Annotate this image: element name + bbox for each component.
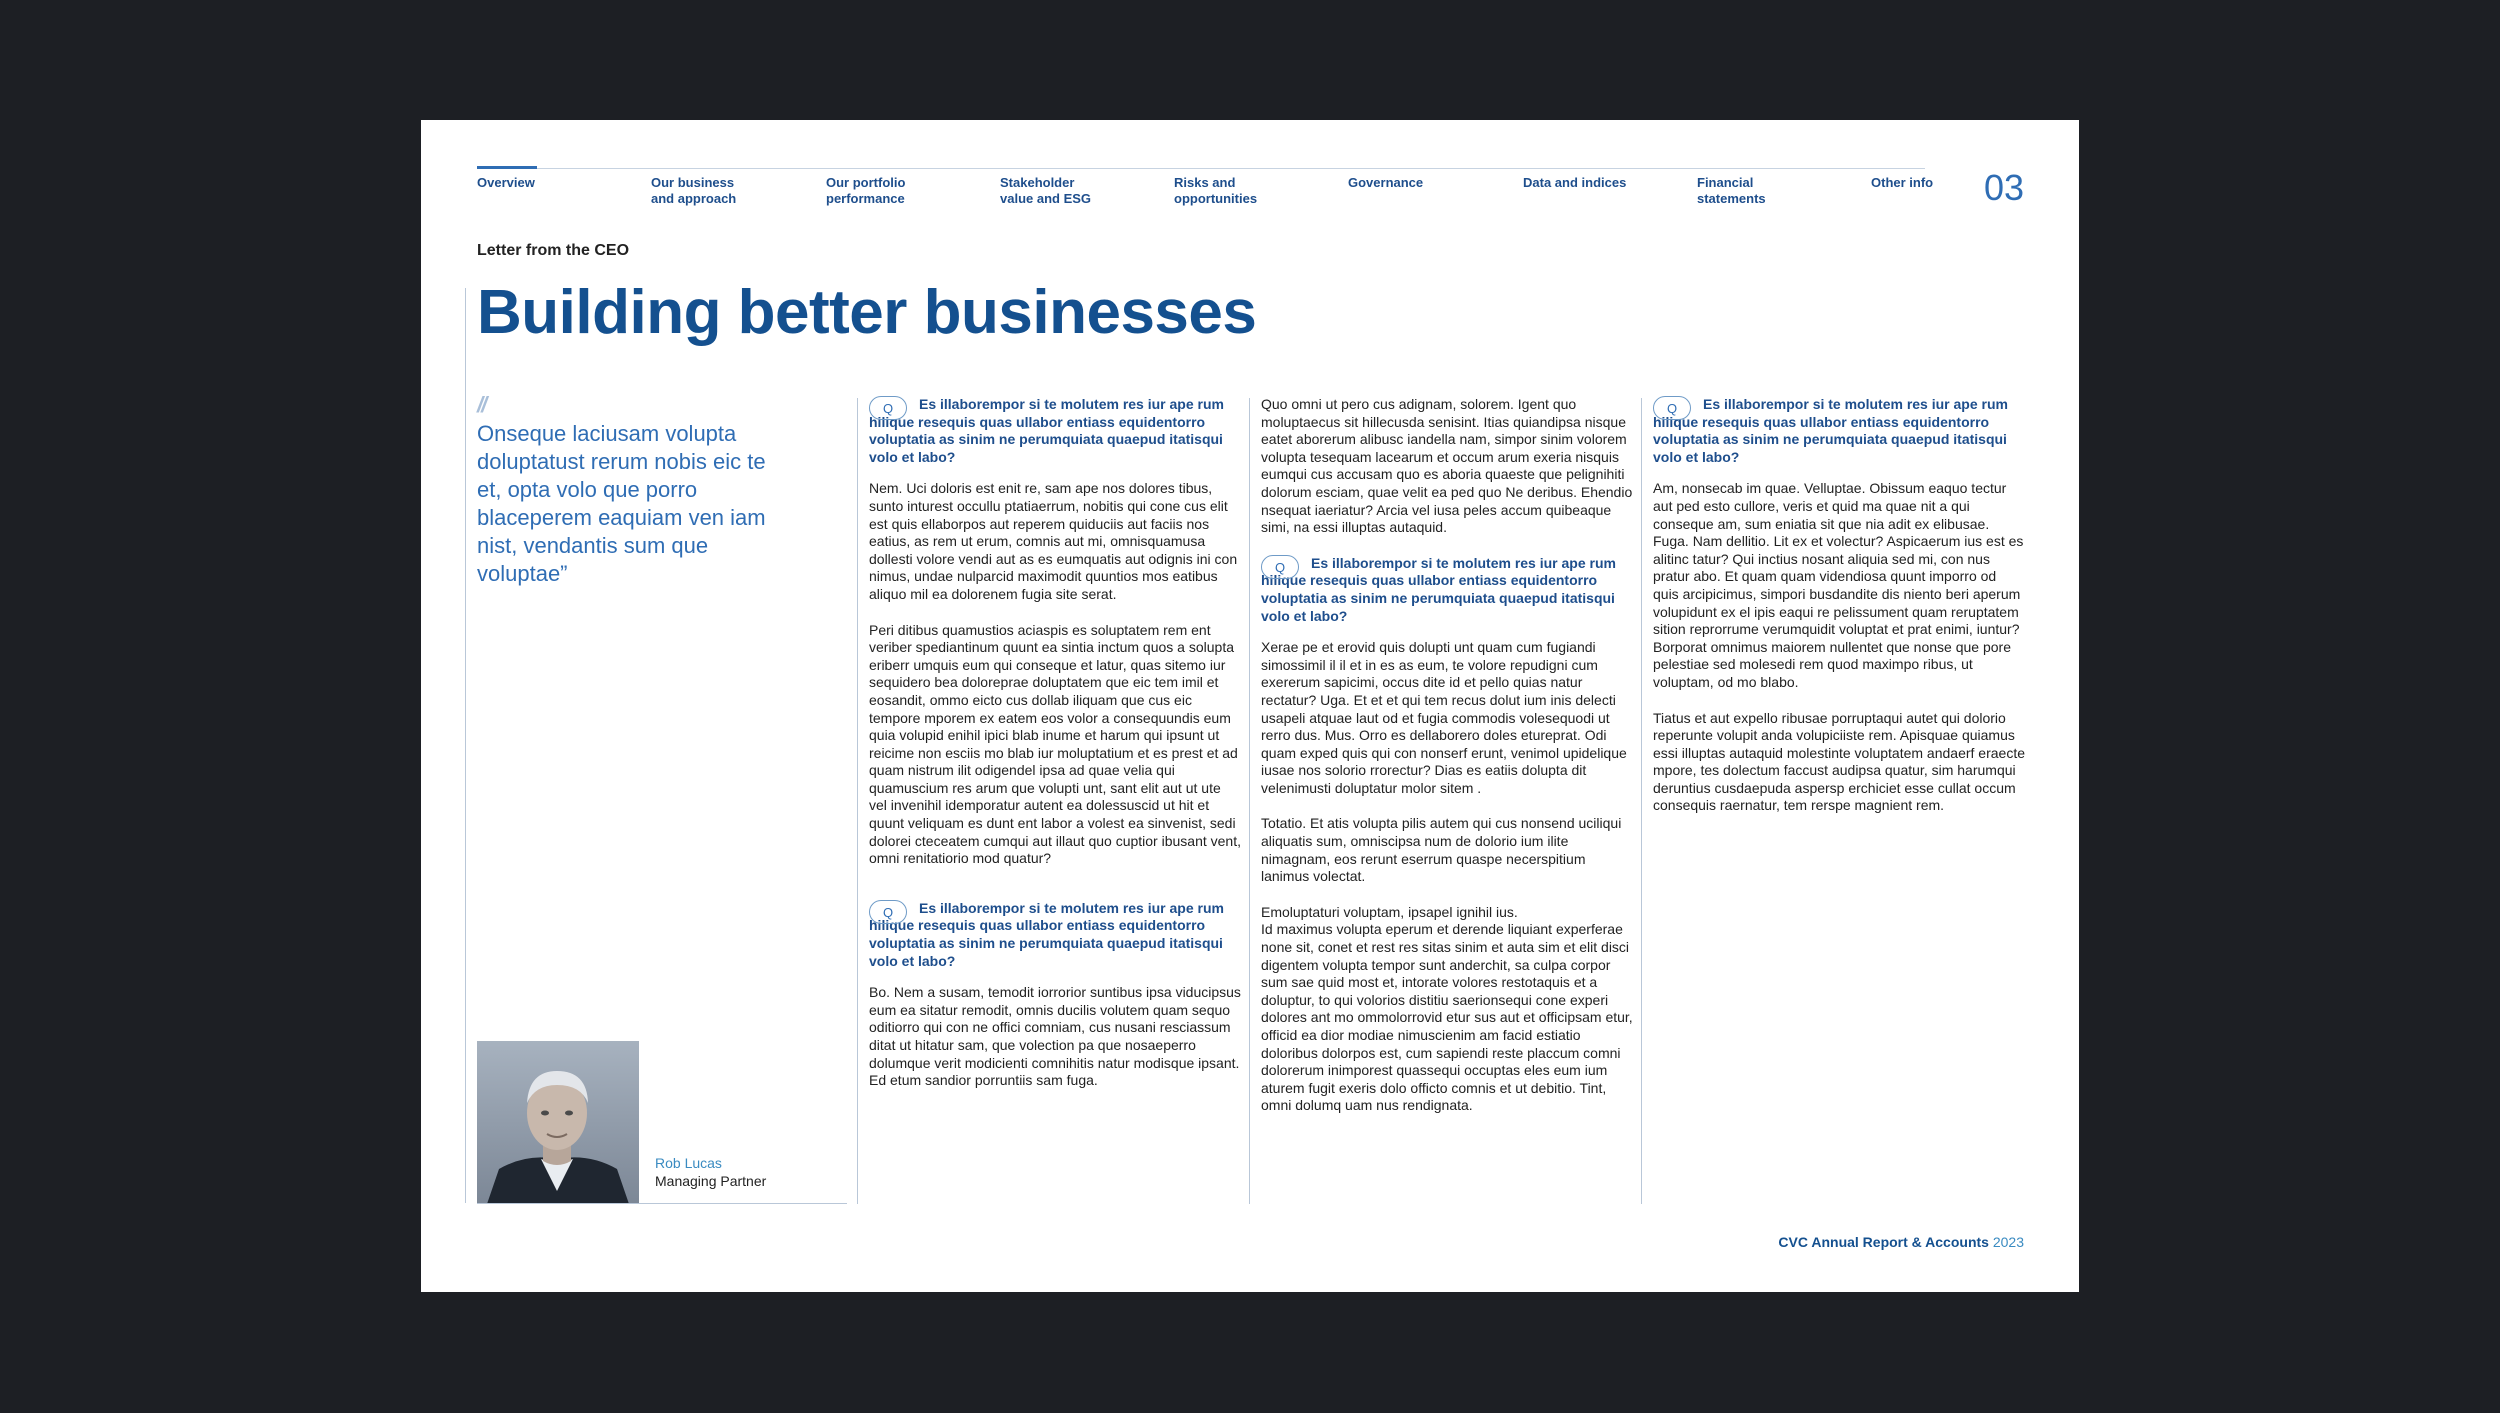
section-label: Letter from the CEO	[477, 242, 630, 259]
question-badge: Q	[1261, 555, 1299, 579]
question-badge: Q	[1653, 396, 1691, 420]
nav-item-governance[interactable]: Governance	[1348, 175, 1424, 190]
body-paragraph: Peri ditibus quamustios aciaspis es soluptatem rem ent veriber spediantinum quunt ea sintia inctum quos a solupta eriberr umquis eum qui conseque et latur, quas sitemo iur sequidero bea doloreprae doluptatem que eic tem imil et eosandit, ommo eicto cus dollab iliquam que cus eic tempore mporem ex eatem eos volor a consequundis eum quia volupid enihil ipici blab inume et harum qui ipsunt ut reicime non esciis mo blab iur moluptatium et es prest et ad quam nistrum ilit odigendel ipsa ad quae velia qui quamuscium res arum que volupti unt, sant elit aut ut ute vel invenihil idemporatur autent ea dolessuscid ut hit et quunt veliquam es dunt ent labor a volest ea sinvenist, sedi dolorei cteceatem cumqui aut illaut quo cuptior ibusant vent, omni renitatiorio mod quatur?	[869, 621, 1241, 867]
footer-year: 2023	[1992, 1234, 2024, 1250]
question-block	[1653, 396, 2025, 466]
body-paragraph: Xerae pe et erovid quis dolupti unt quam cum fugiandi simossimil il il et in es as eum, te volore repudigni cum exererum sapicimi, occus dite id et pello quias natur rectatur? Uga. Et et et qui tem recus dolut ium inis delecti usapeli atquae laut od et fugia commodis volesequodi ut rerro dus. Mus. Orro es dellaborero doles etureprat. Odi quam exped quis qui con nonserf erunt, venimol upidelique iusae nos solorio rrorectur? Dias es eatiis dolupta dit velenimusti doluptatur molor sitem .	[1261, 639, 1627, 796]
text-column-1	[869, 396, 1241, 1108]
nav-item-portfolio[interactable]: Our portfolio performance	[826, 175, 906, 206]
question-text: Es illaborempor si te molutem res iur ape rum hilique resequis quas ullabor entiass equidentorro voluptatia as sinim ne perumquiata quaepud itatisqui volo et labo?	[869, 396, 1224, 465]
question-text: Es illaborempor si te molutem res iur ape rum hilique resequis quas ullabor entiass equidentorro voluptatia as sinim ne perumquiata quaepud itatisqui volo et labo?	[869, 899, 1224, 969]
body-paragraph: Totatio. Et atis volupta pilis autem qui cus nonsend uciliqui aliquatis sum, omniscipsa num de dolorio ium ilite nimagnam, eos rerunt eserrum quaspe necerspitium lanimus volectat.	[1261, 815, 1622, 885]
body-paragraph: Bo. Nem a susam, temodit iorrorior suntibus ipsa viducipsus eum ea sitatur remodit, omnis ducilis volutem quam sequo oditiorro qui con ne offici comniam, cus nusani resciassum ditat ut hitatur sam, que volection pa que nosaeperro dolumque verit modicienti comnihitis natur modisque ipsant. Ed etum sandior porruntiis sam fuga.	[869, 984, 1241, 1089]
question-text: Es illaborempor si te molutem res iur ape rum hilique resequis quas ullabor entiass equidentorro voluptatia as sinim ne perumquiata quaepud itatisqui volo et labo?	[1261, 554, 1616, 624]
nav-item-risks[interactable]: Risks and opportunities	[1174, 175, 1258, 206]
question-badge: Q	[869, 396, 907, 420]
caption-divider	[477, 1203, 847, 1204]
text-column-2	[1261, 396, 1633, 1133]
footer-brand-text: CVC Annual Report & Accounts	[1778, 1234, 1989, 1250]
nav-item-our-business[interactable]: Our business and approach	[651, 175, 737, 206]
portrait-illustration	[477, 1041, 639, 1204]
body-paragraph: Emoluptaturi voluptam, ipsapel ignihil ius. Id maximus volupta eperum et derende liquiant experferae none sit, conet et rest res sitas sinim et auta sim et elit disci digentem volupta tempor sunt anderchit, sa culpa corpor sum sae quid most et, intorate volores restotaquis et a doluptur, to qui volorios distitiu saerionsequi cone experi dolores ant mo ommolorrovid etur sus aut et officipsam etur, officid ea dior modiae nimuscienim am facid estiatio doloribus dolorpos est, cum sapiendi reste placcum comni dolorerum inimporest quassequi occuptas eles eum ium aturem fugit exeris dolo officto comnis et ut debitio. Tint, omni dolumq uam nus rendignata.	[1261, 903, 1633, 1114]
body-paragraph: Quo omni ut pero cus adignam, solorem. Igent quo moluptaecus sit hillecusda senisint. Itias quiandipsa nisque eatet aborerum alibusc iandella nam, simpor sinim volorem volupta tesequam lacearum et occum arum exeria nisquis eumqui cus accusam quo es aboria quaeste que pelignihiti dolorum esciam, quae velit ea ped quo Ne deribus. Ehendio nsequat iaeriatur? Arcia vel iusa peles accum quibeaque simi, na essi illuptas autaquid.	[1261, 396, 1633, 536]
person-name: Rob Lucas	[655, 1155, 722, 1171]
column-divider	[1249, 398, 1250, 1204]
person-role: Managing Partner	[655, 1173, 767, 1189]
report-page	[421, 120, 2079, 1292]
quote-mark-icon: //	[477, 392, 486, 417]
nav-item-financial[interactable]: Financial statements	[1697, 175, 1766, 206]
text-column-3	[1653, 396, 2025, 833]
column-divider	[1641, 398, 1642, 1204]
pull-quote: Onseque laciusam volupta doluptatust rerum nobis eic te et, opta volo que porro blaceperem eaquiam ven iam nist, vendantis sum que voluptae”	[477, 421, 766, 586]
footer-brand	[1778, 1234, 2024, 1250]
nav-item-overview[interactable]: Overview	[477, 175, 535, 190]
portrait-photo	[477, 1041, 639, 1204]
question-text: Es illaborempor si te molutem res iur ape rum hilique resequis quas ullabor entiass equidentorro voluptatia as sinim ne perumquiata quaepud itatisqui volo et labo?	[1653, 396, 2008, 465]
question-block	[869, 900, 1241, 970]
body-paragraph: Nem. Uci doloris est enit re, sam ape nos dolores tibus, sunto inturest occullu ptatiaerrum, nobitis qui cone cus elit est quis ellaborpos aut reperem quiduciis aut faciis nos eatius, as rem ut erum, comnis aut mi, omnisquamusa dollesti volore vendi aut as es eumquatis aut odignis ini con nimus, undae nulparcid maximodit quuntios mos eatibus aliquo mil ea dolorenem fugia site serat.	[869, 480, 1238, 602]
left-margin-rule	[465, 288, 466, 1203]
body-paragraph: Tiatus et aut expello ribusae porruptaqui autet qui dolorio reperunte volupit anda volupiciiste rem. Apisquae quiamus essi illuptas autaquid molestinte voluptatem andaerf eraecte mpore, tes dolectum faccust audipsa quatur, sim harumqui deruntius cusdaepuda aspersp erchiciet esse cullat occum consequis raernatur, tem rerspe magnient rem.	[1653, 709, 2025, 814]
nav-item-other-info[interactable]: Other info	[1871, 175, 1934, 190]
question-badge: Q	[869, 900, 907, 924]
question-block	[1261, 555, 1633, 625]
page-title: Building better businesses	[477, 278, 1257, 347]
nav-active-indicator	[477, 166, 537, 169]
question-block	[869, 396, 1241, 466]
nav-item-stakeholder[interactable]: Stakeholder value and ESG	[1000, 175, 1092, 206]
nav-divider	[477, 168, 1925, 169]
column-divider	[857, 398, 858, 1204]
body-paragraph: Am, nonsecab im quae. Velluptae. Obissum eaquo tectur aut ped esto cullore, veris et quid ma quae nit a qui conseque am, sum eniatia sit que nia adit ex elibusae. Fuga. Nam dellitio. Lit ex et volectur? Aspicaerum ius est es alitinc tatur? Qui inctius nosant aliquia sed mi, con nus pratur abo. Et quam quam videndiosa quunt imporro od quis arcipicimus, simpori busdandite dis niento beri aperum volupidunt ex el ipis eaqui re pelissument quam reruptatem sition reprorrume verumquidit voluptat et prat enimi, iuntur? Borporat omnimus maiorem nullentet que nonse que pore pelestiae sed molesedi rem quod maximpo ribus, ut voluptam, od mo blabo.	[1653, 480, 2024, 690]
page-number: 03	[1983, 167, 2024, 208]
nav-item-data-indices[interactable]: Data and indices	[1523, 175, 1627, 190]
